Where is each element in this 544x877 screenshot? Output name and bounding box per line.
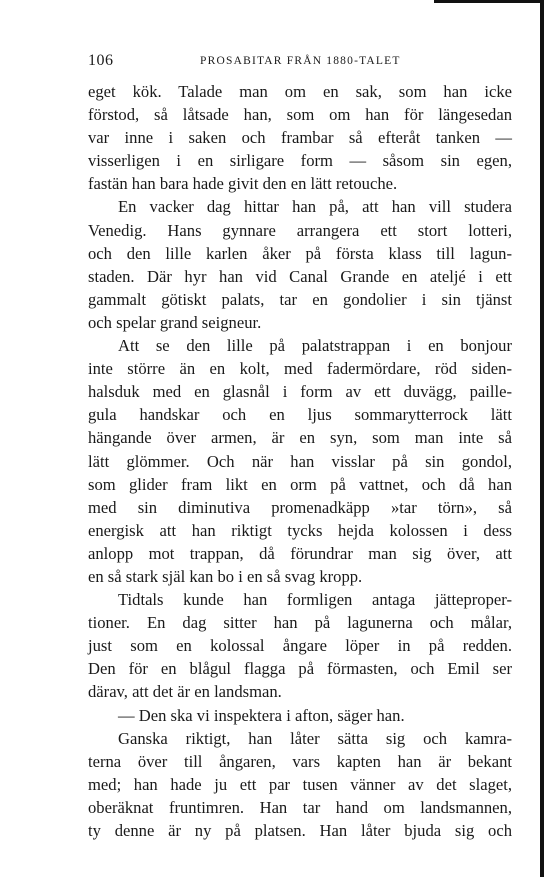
page-edge-shadow [540, 0, 544, 877]
text-line: eget kök. Talade man om en sak, som han icke [88, 82, 512, 101]
text-line: med sin diminutiva promenadkäpp »tar törn», så [88, 497, 512, 517]
page-edge-top [434, 0, 544, 3]
text-line: gula handskar och en ljus sommarytterrock lätt [88, 405, 512, 425]
body-text [88, 80, 512, 842]
text-line: just som en kolossal ångare löper in på redden. [88, 636, 512, 656]
text-line: och spelar grand seigneur. [88, 312, 262, 332]
text-line: visserligen i en sirligare form — såsom sin egen, [88, 151, 512, 171]
text-line: ty denne är ny på platsen. Han låter bjuda sig och [88, 821, 512, 840]
text-line: Ganska riktigt, han låter sätta sig och kamra- [118, 728, 512, 748]
text-line: förstod, så låtsade han, som om han för längesedan [88, 105, 512, 125]
text-line: — Den ska vi inspektera i afton, säger han. [118, 705, 405, 725]
text-line: Tidtals kunde han formligen antaga jätteproper- [118, 590, 512, 610]
text-line: var inne i saken och frambar så efteråt tanken — [88, 128, 512, 148]
page-number: 106 [88, 52, 114, 69]
text-line: terna över till ångaren, vars kapten han är bekant [88, 751, 512, 771]
text-line: anlopp mot trappan, då förundrar man sig över, att [88, 543, 512, 563]
text-line: staden. Där hyr han vid Canal Grande en ateljé i ett [88, 266, 512, 286]
text-line: som glider fram likt en orm på vattnet, och då han [88, 474, 512, 494]
text-line: och den lille karlen åker på första klass till lagun- [88, 243, 512, 263]
text-line: oberäknat fruntimren. Han tar hand om landsmannen, [88, 797, 512, 817]
text-line: en så stark själ kan bo i en så svag kropp. [88, 566, 363, 586]
text-line: halsduk med en glasnål i form av ett duvägg, paille- [88, 382, 512, 402]
text-line: Venedig. Hans gynnare arrangera ett stort lotteri, [88, 220, 512, 240]
text-line: inte större än en kolt, med fadermördare, röd siden- [88, 359, 512, 379]
text-line: En vacker dag hittar han på, att han vill studera [118, 197, 512, 217]
text-line: hängande över armen, är en syn, som man inte så [88, 428, 512, 448]
text-line: Att se den lille på palatstrappan i en bonjour [118, 336, 512, 356]
text-line: energisk att han riktigt tycks hejda kolossen i dess [88, 520, 512, 540]
text-line: tioner. En dag sitter han på lagunerna och målar, [88, 613, 512, 633]
text-line: Den för en blågul flagga på förmasten, och Emil ser [88, 659, 512, 679]
running-head: PROSABITAR FRÅN 1880-TALET [200, 55, 401, 67]
text-line: fastän han bara hade givit den en lätt retouche. [88, 174, 398, 194]
text-line: med; han hade ju ett par tusen vänner av det slaget, [88, 774, 512, 794]
text-line: lätt glömmer. Och när han visslar på sin gondol, [88, 451, 512, 471]
text-line: gammalt götiskt palats, tar en gondolier i sin tjänst [88, 289, 512, 309]
text-line: därav, att det är en landsman. [88, 682, 282, 702]
